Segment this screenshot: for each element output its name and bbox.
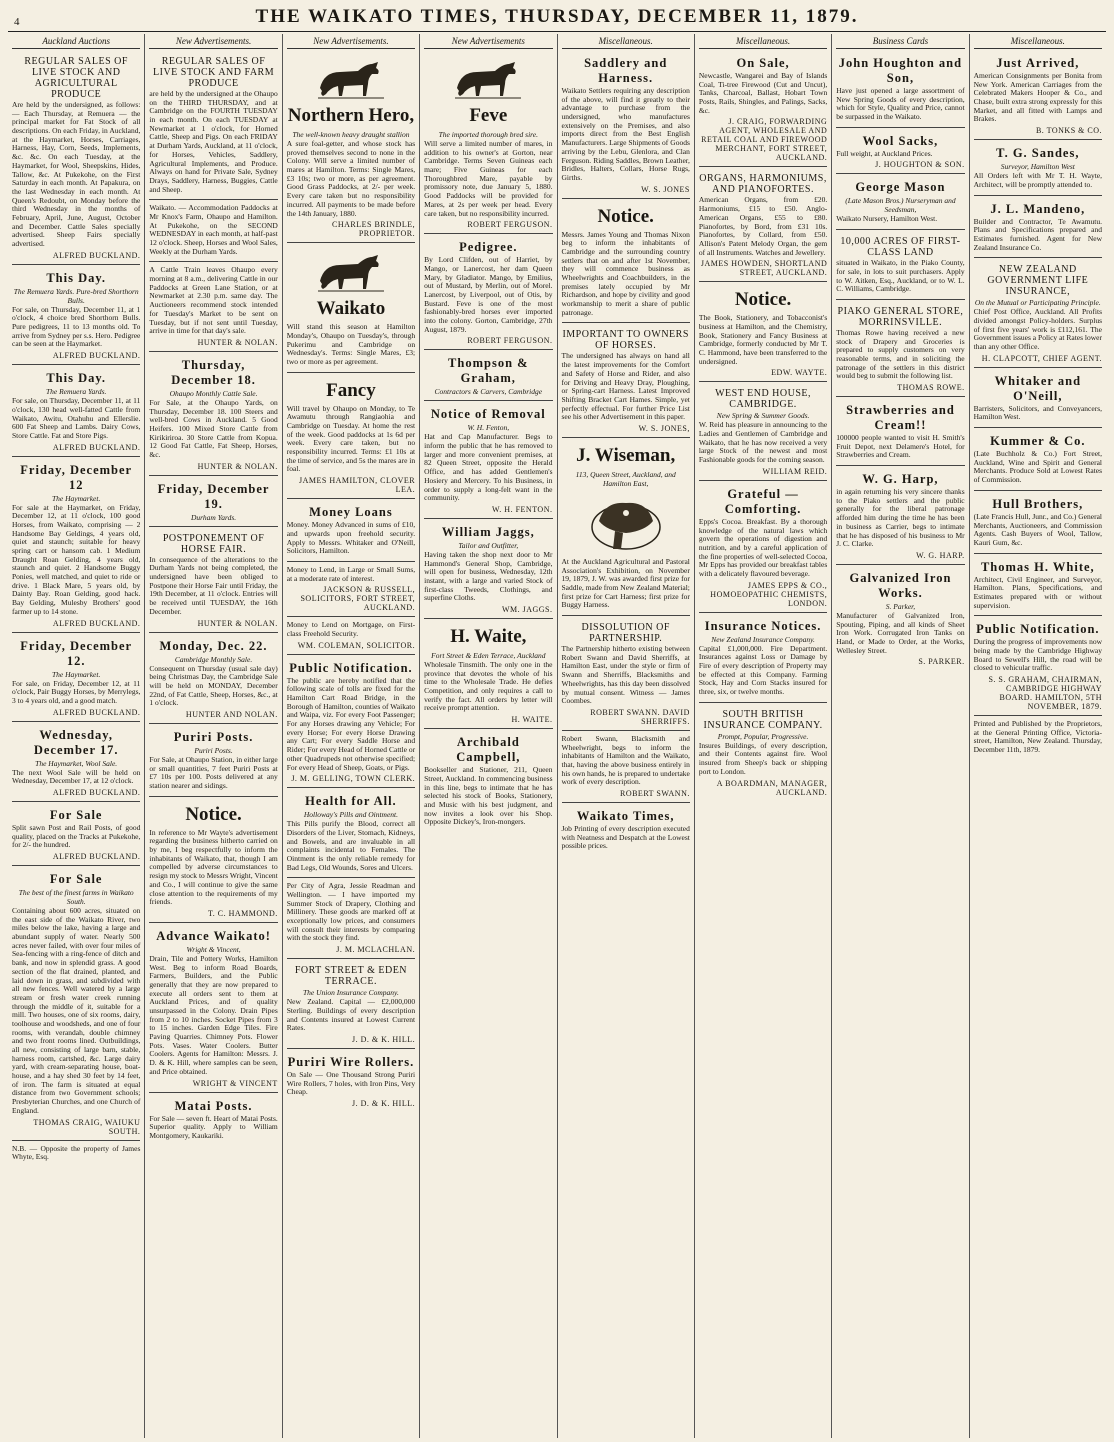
ad-signature: JAMES EPPS & CO., HOMOEOPATHIC CHEMISTS, LONDON. xyxy=(710,580,828,608)
ad-title: Public Notification. xyxy=(289,660,413,675)
ad-signature: ROBERT SWANN. xyxy=(619,789,690,798)
ad-signature: ALFRED BUCKLAND. xyxy=(52,707,141,717)
ad-subtitle: The well-known heavy draught stallion xyxy=(292,130,410,139)
advertisement xyxy=(12,459,140,633)
ad-subtitle: The Haymarket. xyxy=(52,669,101,679)
ad-signature: HUNTER & NOLAN. xyxy=(197,461,278,471)
ad-body: The undersigned has always on hand all the latest improvements for the Comfort and Safety of Horse and Rider, and also for Driving and Heavy Dray, Ploughing, or Spring-cart Harness. Latest Improved Shifting Bracket Cart Hames. Simple, yet perfectly effectual. For further Price List see his other Advertisement in this paper. xyxy=(561,351,690,422)
ad-subtitle: 113, Queen Street, Auckland, and Hamilton East, xyxy=(575,469,676,488)
ad-subtitle: The imported thorough bred sire. xyxy=(438,130,538,139)
ad-body: Messrs. James Young and Thomas Nixon beg to inform the inhabitants of Cambridge and the surrounding country settlers that on and after 1st November, they will commence business as Wheelwrights and Coachbuilders, in the premises lately occupied by Mr Richardson, and hope by civility and good workmanship to merit a share of public patronage. xyxy=(561,229,690,317)
ad-signature: ALFRED BUCKLAND. xyxy=(52,351,141,361)
advertisement xyxy=(12,868,140,1141)
ad-title: Whitaker and O'Neill, xyxy=(994,373,1082,403)
ad-subtitle: On the Mutual or Participating Principle. xyxy=(974,298,1101,308)
advertisement xyxy=(836,399,964,466)
ad-signature: CHARLES BRINDLE, PROPRIETOR. xyxy=(332,220,416,239)
ad-title: For Sale xyxy=(49,807,103,822)
ad-body: The Book, Stationery, and Tobacconist's business at Hamilton, and the Chemistry, Book, Stationery and Fancy Business at Cambridge, formerly conducted by Mr T. C. Hammond, have been transferred to the undersigned. xyxy=(698,313,828,366)
ad-title: J. Wiseman, xyxy=(576,444,676,466)
advertisement xyxy=(149,354,277,476)
ad-subtitle: New Zealand Insurance Company. xyxy=(711,634,815,644)
ad-title: Notice. xyxy=(734,289,792,311)
column-heading: Business Cards xyxy=(836,34,964,49)
advertisement xyxy=(562,618,690,731)
ad-subtitle: Puriri Posts. xyxy=(194,745,233,755)
columns xyxy=(8,34,1106,1438)
ad-title: REGULAR SALES OF LIVE STOCK AND FARM PRODUCE xyxy=(153,56,275,89)
ad-signature: ROBERT FERGUSON. xyxy=(467,336,553,346)
ad-title: Friday, December 12. xyxy=(20,638,133,668)
ad-body: Will travel by Ohaupo on Monday, to Te Awamutu through Rangiaohia and Cambridge on Tuesday. At home the rest of the week. Good paddocks at 1s 6d per week. Every care taken, but no responsibility incurred. Terms: £1 10s at the time of service, and 5s the mares are in foal. xyxy=(286,403,416,474)
ad-title: Insurance Notices. xyxy=(704,618,822,633)
ad-title: T. G. Sandes, xyxy=(996,146,1080,161)
horse-illustration xyxy=(314,251,388,293)
column-heading: Auckland Auctions xyxy=(12,34,140,49)
ad-subtitle: Cambridge Monthly Sale. xyxy=(174,654,253,664)
advertisement xyxy=(287,657,415,789)
advertisement xyxy=(974,493,1102,554)
ad-body: For sale, on Friday, December 12, at 11 o'clock, Pair Buggy Horses, by Merrylegs, 3 to 4 years old, and a good match. xyxy=(12,678,141,705)
ad-title: This Day. xyxy=(46,371,107,386)
advertisement xyxy=(562,52,690,199)
advertisement xyxy=(149,52,277,200)
ad-body: are held by the undersigned at the Ohaupo on the THIRD THURSDAY, and at Cambridge on the FOURTH TUESDAY in each month. On each TUESDAY at Newmarket at 1 o'clock, for Horned Cattle, Sheep and Pigs. On each FRIDAY at Durham Yards, Auckland, at 11 o'clock, for Horses, Vehicles, Saddlery, Agricultural Implements, and Produce. Always on hand for Private Sale, Sydney Drays, Saddlery, Harness, Buggies, Cattle and Sheep. xyxy=(149,89,278,194)
advertisement xyxy=(287,564,415,617)
ad-signature: HUNTER & NOLAN. xyxy=(197,337,278,347)
ad-subtitle: Ohaupo Monthly Cattle Sale. xyxy=(169,388,258,398)
advertisement xyxy=(562,201,690,324)
advertisement xyxy=(699,52,827,167)
advertisement xyxy=(562,805,690,856)
ad-title: Notice. xyxy=(597,205,654,227)
ad-body: Newcastle, Wangarei and Bay of Islands Coal, Ti-tree Firewood (Cut and Uncut), Tanks, Charcoal, Ballast, Hobart Town Posts, Rails, Shingles, and Palings, Sacks, &c. xyxy=(698,71,828,115)
ad-title: William Jaggs, xyxy=(441,524,535,539)
advertisement xyxy=(12,1143,140,1167)
ad-signature: ALFRED BUCKLAND. xyxy=(52,852,141,861)
ad-title: H. Waite, xyxy=(450,626,527,647)
advertisement xyxy=(974,718,1102,760)
ad-body: Chief Post Office, Auckland. All Profits divided amongst Policy-holders. Surplus of first five years' work is £112,161. The Government issues a Policy at Rates lower than any other Office. xyxy=(973,307,1102,351)
ad-subtitle: The best of the finest farms in Waikato South. xyxy=(18,888,134,906)
ad-signature: EDW. WAYTE. xyxy=(771,368,828,378)
ad-title: DISSOLUTION OF PARTNERSHIP. xyxy=(581,622,670,645)
ad-body: Money to Lend, in Large or Small Sums, at a moderate rate of interest. xyxy=(286,564,416,583)
ad-body: Bookseller and Stationer, 211, Queen Street, Auckland. In commencing business in this line, begs to intimate that he has selected his stock of Books, Stationery, and Music with his best judgment, and now invites a look over his Shop. Opposite Dickey's, Iron-mongers. xyxy=(424,765,553,827)
ad-title: Kummer & Co. xyxy=(990,434,1086,449)
advertisement xyxy=(12,267,140,365)
advertisement xyxy=(287,52,415,243)
advertisement xyxy=(699,284,827,382)
ad-title: Money Loans xyxy=(309,505,393,520)
ad-body: New Zealand. Capital — £2,000,000 Sterling. Buildings of every description and Contents insured at Lowest Current Rates. xyxy=(286,997,416,1033)
ad-body: Waikato Settlers requiring any description of the above, will find it greatly to their advantage to purchase from the undersigned, who manufactures extensively on the Premises, and also imports direct from the Best English Manufacturers. Large Shipments of Goods arriving by the Lebu, Glenlora, and Clan Ferguson. Riding Saddles, Brown Leather, Bridles, Halters, Collars, Horse Rugs, Girths. xyxy=(561,86,690,182)
ad-subtitle: Contractors & Carvers, Cambridge xyxy=(434,387,543,397)
ad-body: Are held by the undersigned, as follows: — Each Thursday, at Remuera — the principal market for Fat Stock of all descriptions. On each Friday, in Auckland, at the Haymarket, Horses, Carriages, Harness, Hay, Corn, Seeds, Implements, &c. &c. On each Tuesday, at the Haymarket, for Wool, Sheepskins, Hides, Tallow, &c. At Pukekohe, on the First Saturday in each month. At Papakura, on the last Wednesday in each month. At Queen's Redoubt, on Monday before the third Wednesday in the months of February, April, June, August, October and December. Cattle Sales specially advertised. Sheep Fairs specially advertised. xyxy=(12,100,141,248)
column-3 xyxy=(283,34,420,1438)
ad-title: This Day. xyxy=(46,270,107,285)
column-heading: Miscellaneous. xyxy=(699,34,827,49)
advertisement xyxy=(12,367,140,456)
advertisement xyxy=(974,142,1102,195)
ad-title: Grateful — Comforting. xyxy=(724,486,802,516)
advertisement xyxy=(149,202,277,262)
advertisement xyxy=(287,501,415,562)
advertisement xyxy=(149,726,277,797)
ad-title: On Sale, xyxy=(736,56,790,70)
ad-title: Thompson & Graham, xyxy=(448,356,529,386)
ad-body: For sale, on Thursday, December 11, at 1 o'clock, 4 choice bred Shorthorn Bulls. Pure pedigrees, 11 to 13 months old. To arrive from Sydney per s.s. Hero. Pedigree can be seen at the Haymarket. xyxy=(12,304,141,349)
advertisement xyxy=(12,635,140,722)
ad-body: Builder and Contractor, Te Awamutu. Plans and Specifications prepared and Estimates furnished. Agent for New Zealand Insurance Co. xyxy=(973,216,1102,252)
advertisement xyxy=(12,724,140,802)
advertisement xyxy=(287,619,415,654)
ad-title: Saddlery and Harness. xyxy=(584,56,668,85)
ad-body: Waikato Nursery, Hamilton West. xyxy=(836,214,938,224)
ad-signature: ALFRED BUCKLAND. xyxy=(52,618,141,628)
ad-body: Wholesale Tinsmith. The only one in the province that devotes the whole of his time to the Wholesale Trade. He defies Competition, and only requires a call to verify the fact. All orders by letter will receive prompt attention. xyxy=(424,660,553,713)
ad-body: By Lord Clifden, out of Harriet, by Mango, or Lanercost, her dam Queen Mary, by Gladiator. Mango, by Emilius, out of Mustard, by Merlin, out of Morel. Lanercost, by Liverpool, out of Otis, by Bustard. Feve is one of the most fashionably-bred horses ever imported into the colony. Gorton, Cambridge, 27th August, 1879. xyxy=(424,255,553,334)
newspaper-title: THE WAIKATO TIMES, THURSDAY, DECEMBER 11, 1879. xyxy=(255,6,859,27)
ad-body: During the progress of improvements now being made by the Cambridge Highway Board to Sewell's Hill, the road will be closed to vehicular traffic. xyxy=(973,637,1102,673)
column-5 xyxy=(558,34,695,1438)
ad-signature: WM. COLEMAN, SOLICITOR. xyxy=(297,640,416,650)
ad-title: W. G. Harp, xyxy=(862,472,939,487)
column-heading: New Advertisements xyxy=(424,34,552,49)
ad-body: At the Auckland Agricultural and Pastoral Association's Exhibition, on November 19, 1879, J. W. was awarded first prize for Saddle, made from New Zealand Material; first prize for Cart Harness; first prize for Buggy Harness. xyxy=(561,556,690,610)
ad-signature: JAMES HAMILTON, CLOVER LEA. xyxy=(299,476,416,495)
ad-body: A Cattle Train leaves Ohaupo every morning at 8 a.m., delivering Cattle in our Paddocks at Green Lane Station, or at Newmarket at 2.30 p.m. same day. The Auctioneers recommend stock intended for Tuesday's Market to be sent on Tuesday, but if not sent until Tuesday, arrive in time for that day's sale. xyxy=(149,265,278,336)
ad-signature: S. PARKER. xyxy=(918,657,965,667)
advertisement xyxy=(149,635,277,724)
ad-signature: J. D. & K. HILL. xyxy=(352,1034,416,1044)
ad-body: Will stand this season at Hamilton Monday's, Ohaupo on Tuesday's, through Pukerimu and Cambridge on Wednesday's. Terms: Single Mares, £3; two or more as per agreement. xyxy=(286,322,416,366)
ad-signature: HUNTER & NOLAN. xyxy=(197,618,278,628)
horse-illustration xyxy=(451,58,525,100)
ad-subtitle: Durham Yards. xyxy=(190,512,237,522)
ad-signature: W. H. FENTON. xyxy=(491,504,553,514)
ad-title: IMPORTANT TO OWNERS OF HORSES. xyxy=(562,329,689,352)
ad-title: 10,000 ACRES OF FIRST-CLASS LAND xyxy=(840,236,961,259)
ad-title: Waikato Times, xyxy=(576,809,675,823)
ad-body: Have just opened a large assortment of New Spring Goods of every description, which for Style, Quality and Price, cannot be surpassed in the Waikato. xyxy=(836,86,965,122)
advertisement xyxy=(12,804,140,866)
advertisement xyxy=(974,618,1102,716)
advertisement xyxy=(149,799,277,923)
advertisement xyxy=(836,232,964,300)
ad-title: PIAKO GENERAL STORE, MORRINSVILLE. xyxy=(837,305,964,328)
ad-title: Monday, Dec. 22. xyxy=(159,638,268,653)
ad-title: Health for All. xyxy=(305,794,397,809)
ad-signature: ALFRED BUCKLAND. xyxy=(52,442,141,452)
advertisement xyxy=(287,245,415,372)
advertisement xyxy=(12,52,140,265)
ad-subtitle: New Spring & Summer Goods. xyxy=(716,411,810,421)
ad-title: SOUTH BRITISH INSURANCE COMPANY. xyxy=(703,708,823,731)
ad-subtitle: W. H. Fenton, xyxy=(467,423,510,433)
ad-title: Strawberries and Cream!! xyxy=(846,403,955,432)
ad-title: Feve xyxy=(469,105,508,126)
ad-body: On Sale — One Thousand Strong Puriri Wire Rollers, 7 holes, with Iron Pins, Very Cheap. xyxy=(286,1069,416,1097)
ad-title: Advance Waikato! xyxy=(156,928,271,943)
advertisement xyxy=(974,260,1102,367)
advertisement xyxy=(699,483,827,613)
ad-subtitle: Tailor and Outfitter, xyxy=(458,540,519,550)
ad-title: Matai Posts. xyxy=(174,1098,253,1113)
advertisement xyxy=(424,236,552,350)
ad-body: Having taken the shop next door to Mr Hammond's General Shop, Cambridge, will open for business, Wednesday, 12th instant, with a large and varied Stock of first-class Tweeds, Clothings, and superfine Cloths. xyxy=(424,549,553,603)
advertisement xyxy=(149,1095,277,1146)
ad-body: Consequent on Thursday (usual sale day) being Christmas Day, the Cambridge Sale will be held on MONDAY, December 22nd, of Fat Cattle, Sheep, Horses, &c., at 1 o'clock. xyxy=(149,663,278,708)
advertisement xyxy=(562,440,690,616)
ad-signature: THOMAS ROWE. xyxy=(897,383,965,392)
ad-body: The public are hereby notified that the following scale of tolls are fixed for the Hamilton Cart Road Bridge, in the Borough of Hamilton, counties of Waikato and Waipa, viz. For every Foot Passenger; For any Horses drawing any Vehicle; For every Horse; For every Horse Drawing any Cart; For every Saddle Horse and Rider; For every Head of Horned Cattle or other Quadrupeds not otherwise specified; For every Head of Sheep, Goats, or Pigs. xyxy=(286,675,416,772)
ad-body: Split sawn Post and Rail Posts, of good quality, placed on the Tracks at Pukekohe, for 2/- the hundred. xyxy=(12,822,141,850)
ad-title: Thomas H. White, xyxy=(980,559,1095,574)
advertisement xyxy=(424,621,552,729)
ad-signature: ROBERT SWANN. DAVID SHERRIFFS. xyxy=(590,707,690,726)
ad-body: Job Printing of every description executed with Neatness and Despatch at the Lowest possible prices. xyxy=(561,824,690,851)
ad-subtitle: The Haymarket. xyxy=(52,493,101,503)
ad-signature: J. D. & K. HILL. xyxy=(352,1098,416,1108)
ad-signature: J. M. MCLACHLAN. xyxy=(336,945,416,955)
ad-title: Friday, December 19. xyxy=(157,481,270,511)
ad-signature: WILLIAM REID. xyxy=(762,466,828,476)
ad-subtitle: The Remuera Yards. Pure-bred Shorthorn Bulls. xyxy=(13,286,139,305)
ad-body: In consequence of the alterations to the Durham Yards not being completed, the undersigned have been obliged to Postpone their Horse Fair until Friday, the 19th December, at 11 o'clock. Entries will be received until TUESDAY, the 16th December. xyxy=(149,554,278,616)
ad-title: John Houghton and Son, xyxy=(838,56,963,85)
ad-signature: ALFRED BUCKLAND. xyxy=(52,787,141,797)
ad-signature: H. CLAPCOTT, CHIEF AGENT. xyxy=(981,353,1102,363)
ad-body: For sale, on Thursday, December 11, at 11 o'clock, 130 head well-fatted Cattle from Waikato, Awitu, Otahuhu and Ellerslie. 600 Fat Sheep and Lambs. Dairy Cows, Store Cattle. Fat and Store Pigs. xyxy=(12,396,141,440)
ad-body: Money to Lend on Mortgage, on First-class Freehold Security. xyxy=(286,620,416,638)
ad-signature: J. CRAIG, FORWARDING AGENT, WHOLESALE AND RETAIL COAL AND FIREWOOD MERCHANT, FORT STREET, AUCKLAND. xyxy=(701,117,828,163)
advertisement xyxy=(836,468,964,565)
advertisement xyxy=(836,176,964,230)
ad-title: Galvanized Iron Works. xyxy=(849,570,952,600)
ad-body: A sure foal-getter, and whose stock has proved themselves second to none in the Colony. Will serve a limited number of mares at Hamilton. Terms: Single Mares, £3 10s; two or more, as per agreement. Good Grass Paddocks, at 2/- per week. Every care taken but no responsibility incurred. All payments to be made before the 14th January, 1880. xyxy=(286,139,416,218)
ad-title: Pedigree. xyxy=(459,240,518,255)
ad-signature: J. HOUGHTON & SON. xyxy=(875,160,965,170)
ad-signature: W. S. JONES, xyxy=(638,423,690,433)
ad-body: Epps's Cocoa. Breakfast. By a thorough knowledge of the natural laws which govern the operations of digestion and nutrition, and by a careful application of the fine properties of well-selected Cocoa, Mr Epps has provided our breakfast tables with a delicately flavoured beverage. xyxy=(698,516,828,578)
ad-title: Wednesday, December 17. xyxy=(33,727,119,757)
column-4 xyxy=(420,34,557,1438)
ad-signature: JACKSON & RUSSELL, SOLICITORS, FORT STREET, AUCKLAND. xyxy=(300,585,416,613)
ad-title: Waikato xyxy=(316,298,386,320)
advertisement xyxy=(149,264,277,352)
ad-body: Drain, Tile and Pottery Works, Hamilton West. Beg to inform Road Boards, Farmers, Builders, and the Public generally that they are now prepared to execute all orders sent to them at Auckland Prices, and of quality unsurpassed in the Colony. Drain Pipes from 2 to 10 inches. Socket Pipes from 3 to 15 inches. Garden Edge Tiles. Fire Paving Quarries. Chimney Pots. Flower Pots. Vases. Water Coolers. Butter Coolers. Agents for Hamilton: Messrs. J. D. & K. Hill, where samples can be seen, and Price obtained. xyxy=(149,953,278,1076)
ad-signature: J. M. GELLING, TOWN CLERK. xyxy=(291,774,416,784)
ad-subtitle: Holloway's Pills and Ointment. xyxy=(303,810,398,820)
ad-subtitle: (Late Mason Bros.) Nurseryman and Seedsman, xyxy=(845,196,956,215)
advertisement xyxy=(699,384,827,480)
ad-subtitle: The Haymarket, Wool Sale. xyxy=(35,758,118,768)
ad-body: Thomas Rowe having received a new stock of Drapery and Groceries is prepared to supply customers on very reasonable terms, and in soliciting the patronage of the settlers in this district would beg to submit the following list. xyxy=(836,327,965,381)
advertisement xyxy=(974,556,1102,617)
horse-illustration xyxy=(314,58,388,100)
ad-body: In reference to Mr Wayte's advertisement regarding the business hitherto carried on by me, I beg respectfully to inform the inhabitants of Waikato, that, though I am compelled by adverse circumstances to resign my stock to Messrs Wright, Vincent and Co., I will continue to give the same close attention to the requirements of my friends. xyxy=(149,827,278,907)
advertisement xyxy=(974,370,1102,428)
column-heading: New Advertisements. xyxy=(287,34,415,49)
ad-title: Fancy xyxy=(326,379,376,401)
ad-signature: H. WAITE. xyxy=(511,715,553,725)
ad-body: Per City of Agra, Jessie Readman and Wellington. — I have imported my Summer Stock of Drapery, Clothing and Millinery. These goods are marked off at exceptionally low prices, and consumers will consult their interests by comparing with the stock they find. xyxy=(286,881,416,943)
ad-signature: A BOARDMAN, MANAGER, AUCKLAND. xyxy=(716,778,828,797)
ad-title: Just Arrived, xyxy=(996,56,1080,70)
column-6 xyxy=(695,34,832,1438)
ad-title: POSTPONEMENT OF HORSE FAIR. xyxy=(162,532,265,555)
ad-title: REGULAR SALES OF LIVE STOCK AND AGRICULTURAL PRODUCE xyxy=(24,56,128,100)
ad-signature: W. G. HARP. xyxy=(916,550,965,560)
ad-body: Waikato. — Accommodation Paddocks at Mr Knox's Farm, Ohaupo and Hamilton. At Pukekohe, on the SECOND WEDNESDAY in each month, at half-past 12 o'clock. Sheep, Horses and Wool Sales, Weekly at the Durham Yards. xyxy=(149,203,278,256)
ad-signature: HUNTER AND NOLAN. xyxy=(185,709,278,719)
ad-body: This Pills purify the Blood, correct all Disorders of the Liver, Stomach, Kidneys, and Bowels, and are invaluable in all complaints incidental to Females. The Ointment is the only reliable remedy for Bad Legs, Old Wounds, Sores and Ulcers. xyxy=(286,819,416,872)
ad-body: Will serve a limited number of mares, in addition to his owner's at Gorton, near Cambridge. Terms Seven Guineas each mare; Five Guineas for each Thoroughbred Mare, payable by promissory note, due January 5, 1880. Good Paddocks will be provided for Mares, at 2s per week per head. Every care taken, but no responsibility incurred. xyxy=(424,139,553,218)
ad-title: Thursday, December 18. xyxy=(171,357,256,387)
advertisement xyxy=(424,403,552,519)
ad-body: Full weight, at Auckland Prices. xyxy=(836,148,933,158)
ad-body: Manufacturer of Galvanized Iron, Spouting, Piping, and all kinds of Sheet Iron Work. Corrugated Iron Tanks on Hand, or Made to Order, at the Works, Wellesley Street. xyxy=(836,610,965,655)
ad-signature: W. S. JONES xyxy=(641,184,690,194)
ad-title: Public Notification. xyxy=(976,622,1100,637)
column-7 xyxy=(832,34,969,1438)
advertisement xyxy=(699,705,827,801)
ad-body: For sale at the Haymarket, on Friday, December 12, at 11 o'clock, 100 good Horses, from Waikato, comprising — 2 Handsome Bay Geldings, 4 years old, quiet and staunch; suitable for heavy spring cart or hansom cab. 1 Medium Draught Roan Gelding, 4 years old, staunch and quiet. 2 Handsome Buggy Ponies, well matched, and quiet to ride or drive. 1 Black Mare, 5 years old, by Dainty Bay. Roan Gelding, good hack. Bay Gelding, Mulesby Brothers' good farmer up to 14 stone. xyxy=(12,502,141,616)
advertisement xyxy=(699,169,827,282)
ad-title: Puriri Wire Rollers. xyxy=(287,1054,415,1069)
advertisement xyxy=(562,325,690,438)
ad-subtitle: S. Parker, xyxy=(885,601,916,611)
ad-body: in again returning his very sincere thanks to the Piako settlers and the public generally for the liberal patronage afforded him during the time he has been in business as Carrier, begs to intimate that he has disposed of his business to Mr J. C. Clarke. xyxy=(836,487,965,549)
ad-body: The Partnership hitherto existing between Robert Swann and David Sherriffs, at Hamilton East, under the style or firm of Swann and Sherriffs, Blacksmiths and Wheelwrights, has this day been dissolved by mutual consent. Witness — James Coombes. xyxy=(561,644,690,706)
advertisement xyxy=(562,733,690,803)
ad-title: Northern Hero, xyxy=(287,105,415,126)
ad-body: 100000 people wanted to visit H. Smith's Fruit Depot, next Delamere's Hotel, for Strawberries and Cream. xyxy=(836,433,965,460)
advertisement xyxy=(974,430,1102,491)
ad-signature: ROBERT FERGUSON. xyxy=(467,220,553,230)
ad-body: All Orders left with Mr T. H. Wayte, Architect, will be promptly attended to. xyxy=(973,171,1102,189)
ad-body: Insures Buildings, of every description, and their Contents against fire. Wool insured from Sheep's back or shipping port to London. xyxy=(698,740,828,776)
ad-title: For Sale xyxy=(49,872,103,886)
ad-subtitle: The Remuera Yards. xyxy=(45,387,107,397)
column-8 xyxy=(970,34,1106,1438)
ad-body: N.B. — Opposite the property of James Whyte, Esq. xyxy=(12,1143,141,1162)
ad-body: (Late Buchholz & Co.) Fort Street, Auckland, Wine and Spirit and General Merchants. Produce Sold at Lowest Rates of Commission. xyxy=(973,449,1102,485)
ad-body: Containing about 600 acres, situated on the east side of the Waikato River, two miles below the lake, having a large and abundant supply of water. Nearly 500 acres never failed, with over four miles of Sea-fencing with a ring-fence of ditch and bank, and now in splendid grass. A good section of the flat drained, planted, and laid down in grass, and subdivided with all new fences. Well watered by a large stream or fresh water creek running through the middle of it, suitable for a mill. Two houses, one of six rooms, dairy, toolhouse and woodsheds, and one of four rooms, with verandah, double chimney and two front rooms lined. Outbuildings, all new, consisting of large barn, stable, harness room, cartshed, &c. Large dairy yard, with cream-separating house, boat-house, and a hay shed 30 feet by 14 feet, of iron. The farm is situated at equal distance from two Government schools; Presbyterian Churches, and one Church of England. xyxy=(12,906,141,1115)
saddle-illustration xyxy=(585,491,667,555)
ad-title: J. L. Mandeno, xyxy=(990,201,1086,216)
advertisement xyxy=(287,375,415,500)
ad-title: NEW ZEALAND GOVERNMENT LIFE INSURANCE, xyxy=(987,264,1089,298)
advertisement xyxy=(699,615,827,703)
ad-signature: WM. JAGGS. xyxy=(501,605,553,614)
ad-title: Archibald Campbell, xyxy=(456,735,521,765)
ad-body: American Organs, from £20. Harmoniums, £15 to £50. Anglo-American Organs, £55 to £80. Pianofortes, by Bord, from £31 10s. Pianofortes, by Collard, from £50. Allison's Patent Melody Organ, the gem of all Instruments. Watches and Jewellery. xyxy=(698,195,828,257)
advertisement xyxy=(287,961,415,1049)
advertisement xyxy=(974,52,1102,140)
advertisement xyxy=(836,567,964,670)
ad-title: ORGANS, HARMONIUMS, AND PIANOFORTES. xyxy=(699,173,827,196)
ad-signature: B. TONKS & CO. xyxy=(1035,126,1102,136)
ad-subtitle: Surveyor, Hamilton West xyxy=(1000,162,1075,172)
ad-title: George Mason xyxy=(855,180,946,195)
column-heading: New Advertisements. xyxy=(149,34,277,49)
ad-subtitle: Wright & Vincent, xyxy=(186,944,241,954)
advertisement xyxy=(836,302,964,397)
masthead xyxy=(8,6,1106,32)
ad-signature: ALFRED BUCKLAND. xyxy=(52,250,141,260)
ad-title: Notice. xyxy=(185,803,242,825)
ad-title: Wool Sacks, xyxy=(862,133,939,148)
ad-body: The next Wool Sale will be held on Wednesday, December 17, at 12 o'clock. xyxy=(12,767,141,786)
ad-body: Barristers, Solicitors, and Conveyancers, Hamilton West. xyxy=(973,403,1102,422)
ad-body: For Sale — seven ft. Heart of Matai Posts. Superior quality. Apply to William Montgomery, Kaukariki. xyxy=(149,1113,278,1140)
ad-body: Capital £1,000,000. Fire Department. Insurances against Loss or Damage by Fire of every description of Property may be effected at this Company. Farming Stock, Hay and Corn Stacks insured for three, six, or twelve months. xyxy=(698,643,828,697)
column-1 xyxy=(8,34,145,1438)
advertisement xyxy=(287,790,415,878)
advertisement xyxy=(836,130,964,175)
page-number: 4 xyxy=(14,16,20,28)
advertisement xyxy=(287,880,415,959)
ad-signature: S. S. GRAHAM, CHAIRMAN, CAMBRIDGE HIGHWAY BOARD. HAMILTON, 5TH NOVEMBER, 1879. xyxy=(988,675,1102,712)
ad-signature: THOMAS CRAIG, WAIUKU SOUTH. xyxy=(33,1117,141,1136)
ad-body: Architect, Civil Engineer, and Surveyor, Hamilton. Plans, Specifications, and Estimates prepared with or without supervision. xyxy=(973,574,1102,610)
ad-title: Notice of Removal xyxy=(430,407,546,422)
ad-body: For Sale, at Ohaupo Station, in either large or small quantities, 7 feet Puriri Posts at £7 10s per 100. Posts delivered at any station nearer and sidings. xyxy=(149,754,278,790)
column-2 xyxy=(145,34,282,1438)
ad-body: Printed and Published by the Proprietors, at the General Printing Office, Victoria-street, Hamilton, New Zealand. Thursday, December 11th, 1879. xyxy=(973,719,1102,755)
ad-body: Robert Swann, Blacksmith and Wheelwright, begs to inform the inhabitants of Hamilton and the Waikato, that, having the above business entirely in his own hands, he is prepared to undertake work of every description. xyxy=(561,733,690,787)
ad-body: W. Reid has pleasure in announcing to the Ladies and Gentlemen of Cambridge and Waikato, that he has now received a very large Stock of the newest and most Fashionable goods for the coming season. xyxy=(698,420,828,465)
ad-body: American Consignments per Bonita from New York. American Carriages from the Celebrated Makers Hooper & Co., and Chase, built extra strong expressly for this Market, and all fitted with Lamps and Brakes. xyxy=(973,71,1102,124)
ad-subtitle: Prompt, Popular, Progressive. xyxy=(717,731,809,741)
ad-signature: WRIGHT & VINCENT xyxy=(192,1078,278,1088)
ad-title: Hull Brothers, xyxy=(992,496,1084,511)
column-heading: Miscellaneous. xyxy=(974,34,1102,49)
ad-title: Friday, December 12 xyxy=(20,462,133,492)
ad-signature: T. C. HAMMOND. xyxy=(208,908,278,918)
ad-subtitle: Fort Street & Eden Terrace, Auckland xyxy=(431,651,546,660)
ad-body: Hat and Cap Manufacturer. Begs to inform the public that he has removed to larger and more convenient premises, at 82 Queen Street, opposite the Herald Office, and has added Gentlemen's Hosiery and Mercery. To his Business, in order to supply a long-felt want in the community. xyxy=(424,432,553,503)
ad-body: situated in Waikato, in the Piako County, for sale, in lots to suit purchasers. Apply to W. Aitken, Esq., Auckland, or to W. L. C. Williams, Cambridge. xyxy=(836,258,965,294)
advertisement xyxy=(424,52,552,234)
advertisement xyxy=(424,731,552,832)
advertisement xyxy=(149,529,277,633)
advertisement xyxy=(424,352,552,401)
ad-body: Money. Money Advanced in sums of £10, and upwards upon freehold security. Apply to Messrs. Whitaker and O'Neill, Solicitors, Hamilton. xyxy=(286,520,416,556)
column-heading: Miscellaneous. xyxy=(562,34,690,49)
advertisement xyxy=(287,1051,415,1112)
advertisement xyxy=(424,521,552,619)
ad-body: (Late Francis Hull, Junr., and Co.) General Merchants, Auctioneers, and Commission Agents. Cash Buyers of Wool, Tallow, Kauri Gum, &c. xyxy=(973,511,1102,547)
ad-title: Puriri Posts. xyxy=(173,729,254,744)
advertisement xyxy=(149,925,277,1093)
ad-title: WEST END HOUSE, CAMBRIDGE. xyxy=(715,388,812,411)
advertisement xyxy=(836,52,964,128)
ad-signature: JAMES HOWDEN, SHORTLAND STREET, AUCKLAND. xyxy=(700,259,828,278)
ad-body: For Sale, at the Ohaupo Yards, on Thursday, December 18. 100 Steers and well-bred Cows in Auckland. 5 Good Heifers. 100 Mixed Store Cattle from Kirikiriroa. 30 Store Cattle from Kopua. 12 Good Fat Cattle, Fat Sheep, Horses, &c. xyxy=(149,397,278,459)
ad-title: FORT STREET & EDEN TERRACE. xyxy=(294,965,408,988)
advertisement xyxy=(149,478,277,527)
advertisement xyxy=(974,198,1102,259)
ad-subtitle: The Union Insurance Company. xyxy=(303,988,399,998)
